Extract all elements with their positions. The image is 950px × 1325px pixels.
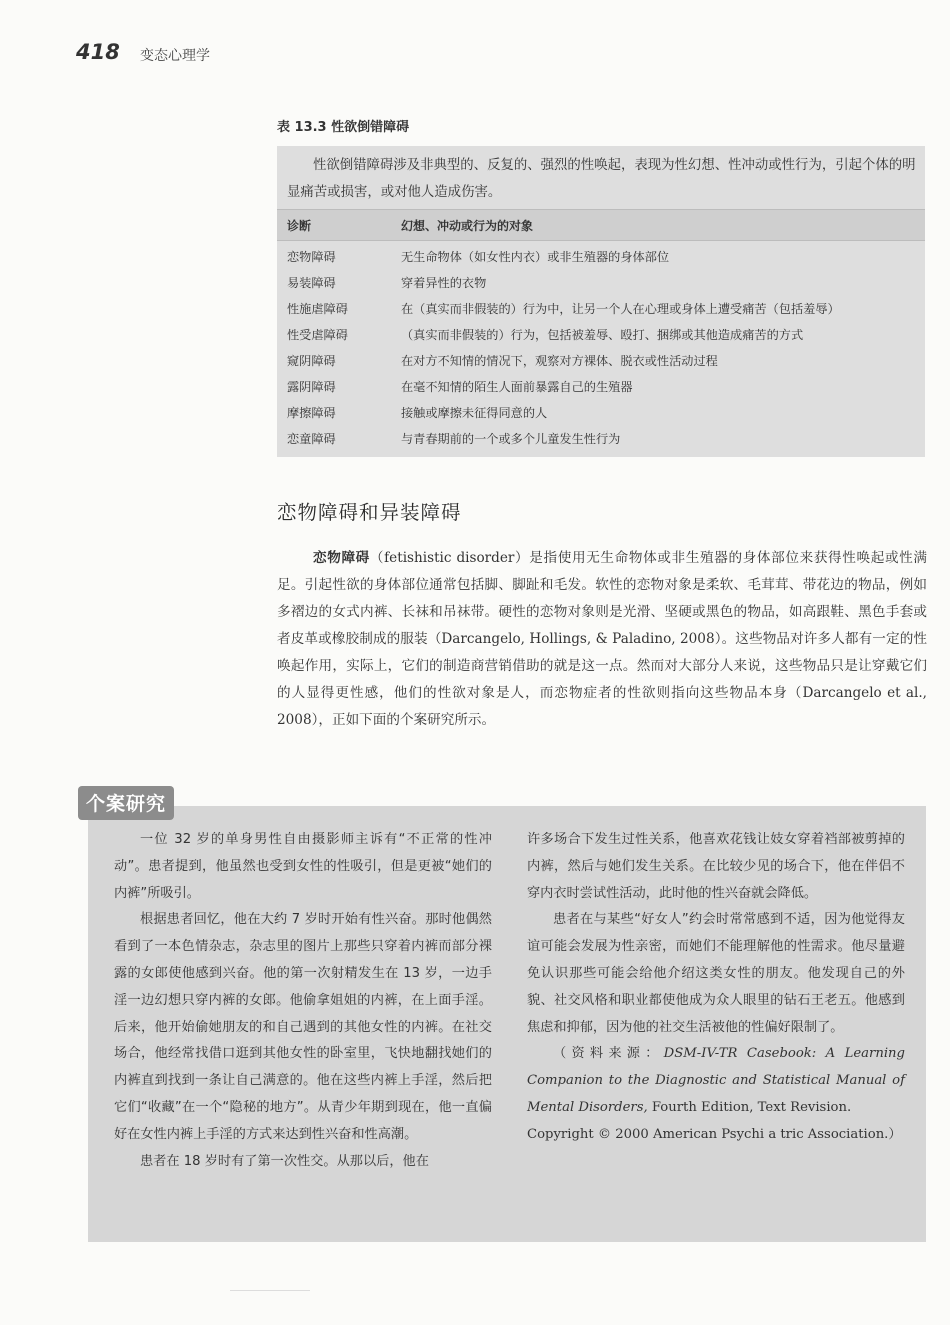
object-cell: 无生命物体（如女性内衣）或非生殖器的身体部位 xyxy=(401,250,670,264)
body-paragraph xyxy=(277,545,927,734)
table-row xyxy=(277,244,925,270)
copyright-line: Copyright © 2000 American Psychi a tric Association.） xyxy=(527,1126,902,1142)
key-term: 恋物障碍 xyxy=(313,550,370,566)
object-cell: 穿着异性的衣物 xyxy=(401,276,487,290)
object-cell: 与青春期前的一个或多个儿童发生性行为 xyxy=(401,432,621,446)
table-row xyxy=(277,426,925,452)
source-title: DSM-IV-TR Casebook: A Learning Companion to the Diagnostic and Statistical Manual of Mental Disorders, xyxy=(527,1046,905,1115)
case-paragraph: 根据患者回忆，他在大约 7 岁时开始有性兴奋。那时他偶然看到了一本色情杂志，杂志里的图片上那些只穿着内裤而部分裸露的女郎使他感到兴奋。他的第一次射精发生在 13 岁，一边手淫一边幻想只穿内裤的女郎。他偷拿姐姐的内裤，在上面手淫。后来，他开始偷她朋友的和自己遇到的其他女性的内裤。在社交场合，他经常找借口逛到其他女性的卧室里，飞快地翻找她们的内裤直到找到一条让自己满意的。他在这些内裤上手淫，然后把它们“收藏”在一个“隐秘的地方”。从青少年期到现在，他一直偏好在女性内裤上手淫的方式来达到性兴奋和性高潮。 xyxy=(114,912,492,1142)
case-paragraph: 患者在与某些“好女人”约会时常常感到不适，因为他觉得友谊可能会发展为性亲密，而她们不能理解他的性需求。他尽量避免认识那些可能会给他介绍这类女性的朋友。他发现自己的外貌、社交风格和职业都使他成为众人眼里的钻石王老五。他感到焦虑和抑郁，因为他的社交生活被他的性偏好限制了。 xyxy=(527,912,905,1035)
case-study-right-column xyxy=(527,827,905,1149)
paragraph-text: （fetishistic disorder）是指使用无生命物体或非生殖器的身体部位来获得性唤起或性满足。引起性欲的身体部位通常包括脚、脚趾和毛发。软性的恋物对象是柔软、毛茸茸、带花边的物品，例如多褶边的女式内裤、长袜和吊袜带。硬性的恋物对象则是光滑、坚硬或黑色的物品，如高跟鞋、黑色手套或者皮革或橡胶制成的服装（Darcangelo, Hollings, & Paladino, 2008）。这些物品对许多人都有一定的性唤起作用，实际上，它们的制造商营销借助的就是这一点。然而对大部分人来说，这些物品只是让穿戴它们的人显得更性感，他们的性欲对象是人，而恋物症者的性欲则指向这些物品本身（Darcangelo et al., 2008），正如下面的个案研究所示。 xyxy=(277,550,928,728)
object-cell: 在对方不知情的情况下，观察对方裸体、脱衣或性活动过程 xyxy=(401,354,718,368)
case-study-left-column xyxy=(114,827,492,1175)
diagnosis-cell: 恋物障碍 xyxy=(287,250,336,264)
table-title: 表 13.3 性欲倒错障碍 xyxy=(277,120,410,135)
table-row xyxy=(277,400,925,426)
object-cell: 接触或摩擦未征得同意的人 xyxy=(401,406,548,420)
case-paragraph: 患者在 18 岁时有了第一次性交。从那以后，他在 xyxy=(140,1153,429,1169)
table-row xyxy=(277,374,925,400)
object-cell: （真实而非假装的）行为，包括被羞辱、殴打、捆绑或其他造成痛苦的方式 xyxy=(401,328,804,342)
case-paragraph: 许多场合下发生过性关系，他喜欢花钱让妓女穿着裆部被剪掉的内裤，然后与她们发生关系。在比较少见的场合下，他在伴侣不穿内衣时尝试性活动，此时他的性兴奋就会降低。 xyxy=(527,832,905,901)
table-row xyxy=(277,270,925,296)
table-header-row xyxy=(277,209,925,241)
source-edition: Fourth Edition, Text Revision. xyxy=(647,1099,852,1115)
book-title: 变态心理学 xyxy=(140,48,210,64)
diagnosis-cell: 恋童障碍 xyxy=(287,432,336,446)
table-intro: 性欲倒错障碍涉及非典型的、反复的、强烈的性唤起，表现为性幻想、性冲动或性行为，引起个体的明显痛苦或损害，或对他人造成伤害。 xyxy=(287,158,916,200)
diagnosis-cell: 性受虐障碍 xyxy=(287,328,348,342)
diagnosis-cell: 露阴障碍 xyxy=(287,380,336,394)
diagnosis-cell: 性施虐障碍 xyxy=(287,302,348,316)
source-prefix: （资料来源： xyxy=(553,1046,664,1062)
case-paragraph: 一位 32 岁的单身男性自由摄影师主诉有“不正常的性冲动”。患者提到，他虽然也受到女性的性吸引，但是更被“她们的内裤”所吸引。 xyxy=(114,832,492,901)
case-source xyxy=(527,1041,905,1121)
object-cell: 在（真实而非假装的）行为中，让另一个人在心理或身体上遭受痛苦（包括羞辱） xyxy=(401,302,840,316)
divider xyxy=(230,1290,310,1291)
page-number: 418 xyxy=(76,40,120,64)
section-heading: 恋物障碍和异装障碍 xyxy=(277,501,462,524)
table-row xyxy=(277,348,925,374)
diagnosis-cell: 摩擦障碍 xyxy=(287,406,336,420)
diagnosis-cell: 易装障碍 xyxy=(287,276,336,290)
case-study-label: 个案研究 xyxy=(85,793,166,815)
object-cell: 在毫不知情的陌生人面前暴露自己的生殖器 xyxy=(401,380,633,394)
column-header-object: 幻想、冲动或行为的对象 xyxy=(401,219,534,233)
diagnosis-cell: 窥阴障碍 xyxy=(287,354,336,368)
table-row xyxy=(277,322,925,348)
table-row xyxy=(277,296,925,322)
column-header-diagnosis: 诊断 xyxy=(287,219,312,233)
